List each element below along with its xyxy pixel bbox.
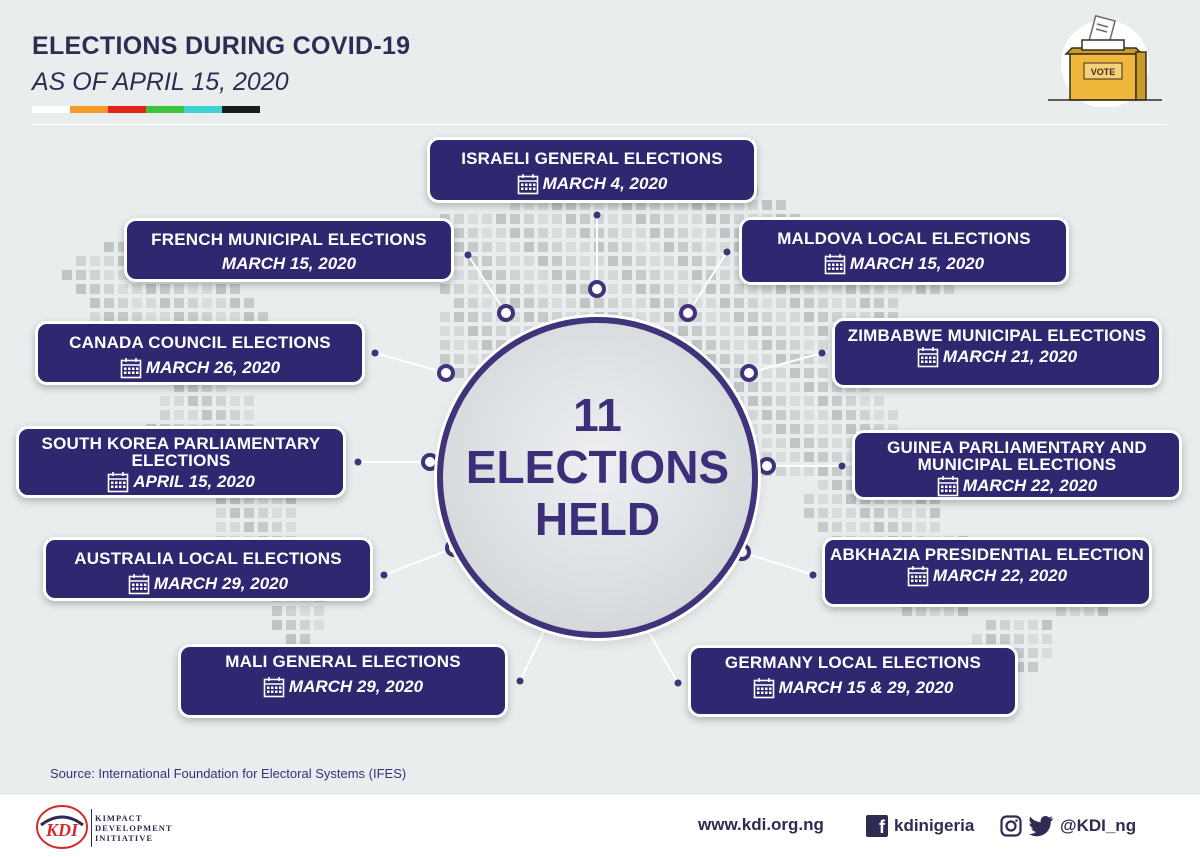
hub-node-maldova — [681, 306, 695, 320]
calendar-icon — [917, 346, 939, 368]
twitter-handle: @KDI_ng — [1060, 816, 1137, 835]
election-card-korea — [16, 426, 346, 498]
calendar-icon — [120, 357, 142, 379]
calendar-icon — [517, 173, 539, 195]
connector-dot-maldova — [724, 249, 731, 256]
connector-dot-guinea — [839, 463, 846, 470]
facebook-link[interactable] — [866, 815, 974, 837]
election-title: MALDOVA LOCAL ELECTIONS — [777, 229, 1031, 248]
svg-text:KDI: KDI — [45, 820, 79, 840]
kdi-logo-mark — [35, 803, 89, 851]
election-card-germany — [688, 645, 1018, 717]
calendar-icon — [824, 253, 846, 275]
source-note: Source: International Foundation for Electoral Systems (IFES) — [50, 766, 407, 781]
connector-maldova — [688, 252, 727, 313]
election-date: MARCH 4, 2020 — [542, 174, 668, 193]
election-title: AUSTRALIA LOCAL ELECTIONS — [74, 549, 342, 568]
election-date-row — [917, 346, 1077, 368]
logo-divider — [91, 809, 92, 847]
hub-line-elections: ELECTIONS — [465, 441, 730, 493]
election-title: ZIMBABWE MUNICIPAL ELECTIONS — [847, 326, 1147, 345]
logo-line1: KIMPACT — [95, 813, 143, 823]
election-date: MARCH 29, 2020 — [153, 574, 289, 593]
page-subtitle: AS OF APRIL 15, 2020 — [32, 68, 289, 96]
election-card-israel — [427, 137, 757, 203]
hub-label — [443, 389, 752, 545]
hub-node-israel — [590, 282, 604, 296]
hub-count: 11 — [573, 389, 622, 441]
logo-wordmark — [95, 813, 173, 843]
election-title: SOUTH KOREA PARLIAMENTARY ELECTIONS — [41, 434, 321, 470]
hub-node-zimbabwe — [742, 366, 756, 380]
connector-canada — [375, 353, 446, 373]
election-date-row — [263, 676, 423, 698]
hub-node-guinea — [760, 459, 774, 473]
connector-mali — [520, 623, 548, 681]
election-date: MARCH 26, 2020 — [145, 358, 281, 377]
election-date-row — [128, 573, 288, 595]
calendar-icon — [128, 573, 150, 595]
election-title: GERMANY LOCAL ELECTIONS — [724, 653, 982, 672]
connector-france — [468, 255, 506, 313]
election-card-france — [124, 218, 454, 282]
election-date-row — [517, 173, 668, 195]
election-card-abkhazia — [822, 537, 1152, 607]
election-date: MARCH 15, 2020 — [849, 254, 985, 273]
election-date: MARCH 15, 2020 — [221, 254, 357, 273]
footer — [0, 795, 1200, 857]
website-text: www.kdi.org.ng — [698, 815, 824, 834]
election-date: MARCH 15 & 29, 2020 — [778, 678, 954, 697]
calendar-icon — [907, 565, 929, 587]
facebook-handle: kdinigeria — [894, 816, 975, 835]
connector-dot-abkhazia — [810, 572, 817, 579]
connector-dot-israel — [594, 212, 601, 219]
election-date-row — [753, 677, 954, 699]
election-date-row — [120, 357, 280, 379]
election-card-mali — [178, 644, 508, 718]
election-date: APRIL 15, 2020 — [133, 472, 255, 491]
connector-dot-australia — [381, 572, 388, 579]
social-handle-link[interactable] — [1000, 815, 1136, 837]
center-hub — [437, 317, 758, 638]
election-date: MARCH 21, 2020 — [942, 347, 1078, 366]
calendar-icon — [937, 475, 959, 497]
calendar-icon — [753, 677, 775, 699]
twitter-icon — [1028, 815, 1054, 837]
calendar-icon — [107, 471, 129, 493]
instagram-icon — [1000, 815, 1022, 837]
ballot-vote-label: VOTE — [1090, 67, 1116, 77]
election-date-row — [222, 254, 356, 274]
election-date: MARCH 29, 2020 — [288, 677, 424, 696]
connector-dot-korea — [355, 459, 362, 466]
election-date-row — [824, 253, 984, 275]
election-date: MARCH 22, 2020 — [962, 476, 1098, 495]
logo-line2: DEVELOPMENT — [95, 823, 173, 833]
calendar-icon — [263, 676, 285, 698]
election-card-canada — [35, 321, 365, 385]
hub-node-france — [499, 306, 513, 320]
page-title: ELECTIONS DURING COVID-19 — [32, 32, 411, 60]
election-date-row — [907, 565, 1067, 587]
connector-germany — [643, 622, 678, 683]
election-card-zimbabwe — [832, 318, 1162, 388]
election-title: CANADA COUNCIL ELECTIONS — [69, 333, 331, 352]
election-date-row — [937, 475, 1097, 497]
election-title: ABKHAZIA PRESIDENTIAL ELECTION — [830, 545, 1144, 564]
hub-node-korea — [423, 455, 437, 469]
connector-dot-mali — [517, 678, 524, 685]
election-date: MARCH 22, 2020 — [932, 566, 1068, 585]
logo-line3: INITIATIVE — [95, 833, 154, 843]
connector-abkhazia — [742, 552, 813, 575]
election-card-australia — [43, 537, 373, 601]
connector-zimbabwe — [749, 353, 822, 373]
connector-dot-zimbabwe — [819, 350, 826, 357]
facebook-icon: f — [866, 815, 888, 837]
election-date-row — [107, 471, 255, 493]
election-title: GUINEA PARLIAMENTARY AND MUNICIPAL ELECTIONS — [887, 438, 1147, 474]
connector-dot-canada — [372, 350, 379, 357]
hub-line-held: HELD — [534, 493, 661, 545]
election-card-guinea — [852, 430, 1182, 500]
connector-dot-germany — [675, 680, 682, 687]
election-card-maldova — [739, 217, 1069, 285]
election-title: FRENCH MUNICIPAL ELECTIONS — [151, 230, 427, 249]
connector-australia — [384, 548, 454, 575]
kdi-logo — [35, 803, 195, 851]
election-title: MALI GENERAL ELECTIONS — [225, 652, 461, 671]
connector-dot-france — [465, 252, 472, 259]
hub-node-canada — [439, 366, 453, 380]
website-link[interactable] — [698, 815, 824, 835]
election-title: ISRAELI GENERAL ELECTIONS — [461, 149, 723, 168]
